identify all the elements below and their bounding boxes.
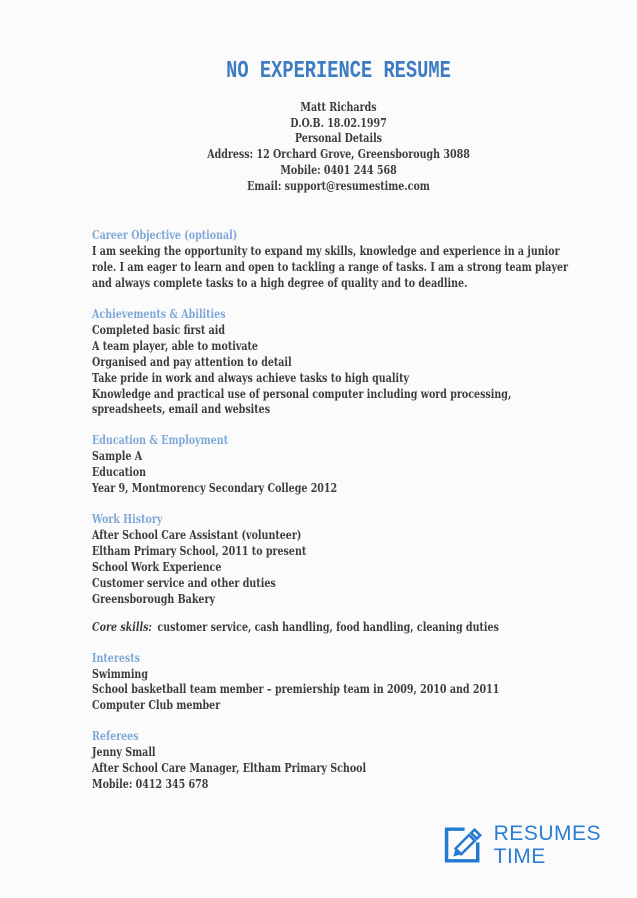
logo-wordmark xyxy=(494,822,601,868)
candidate-address: Address: 12 Orchard Grove, Greensborough 3088 xyxy=(207,147,470,162)
section-line: Education xyxy=(92,465,147,480)
section-line: Mobile: 0412 345 678 xyxy=(92,777,209,792)
section-line: Greensborough Bakery xyxy=(92,591,216,606)
section-line: Take pride in work and always achieve tasks to high quality xyxy=(92,370,410,385)
section-line: After School Care Assistant (volunteer) xyxy=(92,528,302,543)
section-line: Organised and pay attention to detail xyxy=(92,354,292,369)
page-title: NO EXPERIENCE RESUME xyxy=(226,58,451,85)
section-line: Customer service and other duties xyxy=(92,575,276,590)
section-line: Eltham Primary School, 2011 to present xyxy=(92,544,307,558)
section-education-employment xyxy=(92,432,585,497)
section-heading: Career Objective (optional) xyxy=(92,228,238,243)
candidate-mobile: Mobile: 0401 244 568 xyxy=(280,162,397,177)
section-line: Knowledge and practical use of personal computer including word processing, spreadsheets, email and websites xyxy=(92,386,512,417)
resumestime-logo[interactable] xyxy=(437,822,601,868)
section-line: A team player, able to motivate xyxy=(92,338,258,353)
section-heading: Interests xyxy=(92,650,140,665)
section-line: Computer Club member xyxy=(92,698,221,713)
section-achievements-abilities xyxy=(92,306,585,418)
section-line: School basketball team member – premiership team in 2009, 2010 and 2011 xyxy=(92,682,500,697)
section-heading: Achievements & Abilities xyxy=(92,306,226,321)
section-career-objective xyxy=(92,227,585,292)
candidate-email: Email: support@resumestime.com xyxy=(247,178,430,193)
section-work-history xyxy=(92,511,585,635)
section-line: I am seeking the opportunity to expand my skills, knowledge and experience in a junior role. I am eager to learn and open to tackling a range of tasks. I am a strong team player and always complete tasks to a high degree of quality and to deadline. xyxy=(92,244,569,291)
section-line: Sample A xyxy=(92,449,143,464)
section-interests xyxy=(92,650,585,715)
logo-line-1: RESUMES xyxy=(493,822,601,845)
section-heading: Work History xyxy=(92,512,163,527)
section-line: Year 9, Montmorency Secondary College 2012 xyxy=(92,481,338,496)
personal-details-label: Personal Details xyxy=(294,131,383,146)
section-heading: Referees xyxy=(92,729,139,744)
candidate-dob: D.O.B. 18.02.1997 xyxy=(290,115,387,130)
section-line: School Work Experience xyxy=(92,559,222,574)
section-line: Completed basic first aid xyxy=(92,322,225,337)
logo-line-2: TIME xyxy=(493,845,546,868)
section-heading: Education & Employment xyxy=(92,433,229,448)
section-line: Swimming xyxy=(92,666,148,681)
section-referees xyxy=(92,728,585,793)
personal-details-block xyxy=(92,100,585,194)
candidate-name: Matt Richards xyxy=(300,100,377,114)
resume-sections xyxy=(92,227,585,793)
pencil-square-icon xyxy=(437,822,483,868)
section-line: After School Care Manager, Eltham Primary School xyxy=(92,761,367,776)
core-skills-text: customer service, cash handling, food handling, cleaning duties xyxy=(157,619,499,634)
core-skills-label: Core skills: xyxy=(92,619,152,634)
section-line: Jenny Small xyxy=(92,745,156,760)
core-skills-line xyxy=(92,620,585,636)
